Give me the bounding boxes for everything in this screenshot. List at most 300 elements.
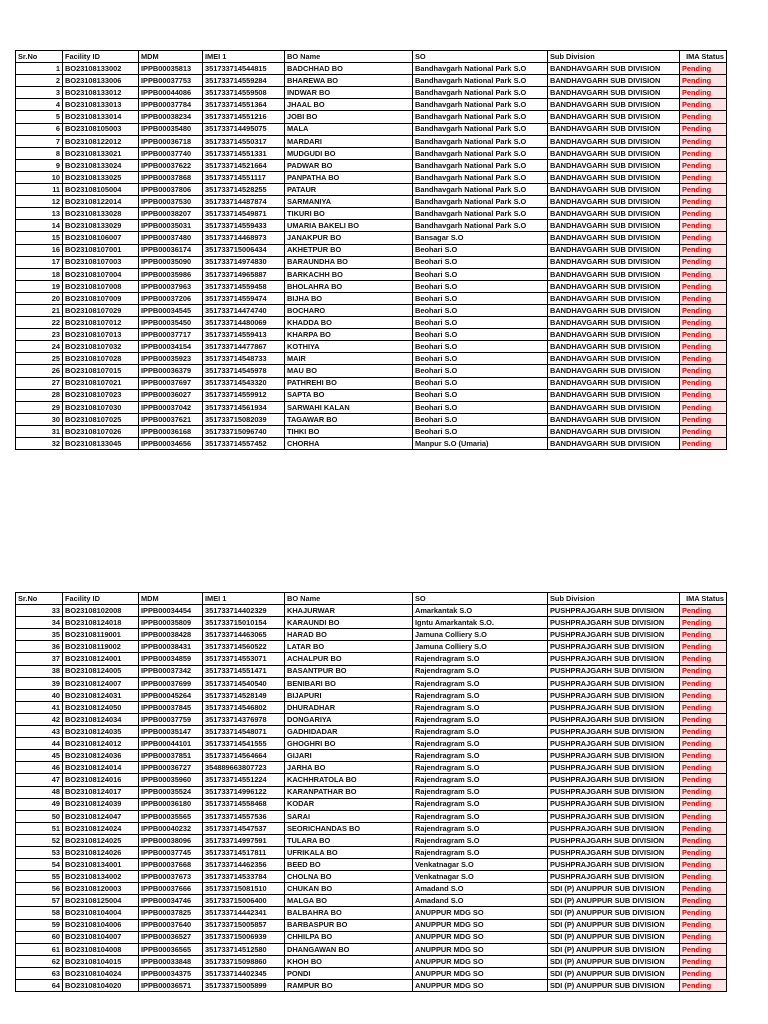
ima-status-cell: Pending [680, 943, 727, 955]
so-cell: Beohari S.O [413, 317, 548, 329]
sr-no-cell: 4 [16, 99, 63, 111]
ima-status-cell: Pending [680, 111, 727, 123]
so-cell: Rajendragram S.O [413, 810, 548, 822]
facility-id-cell: BO23108133024 [63, 159, 139, 171]
facility-id-cell: BO23108119002 [63, 641, 139, 653]
mdm-cell: IPPB00037622 [139, 159, 203, 171]
sr-no-cell: 62 [16, 955, 63, 967]
mdm-cell: IPPB00034859 [139, 653, 203, 665]
sr-no-cell: 54 [16, 859, 63, 871]
bo-name-cell: UMARIA BAKELI BO [285, 220, 413, 232]
table-row [16, 196, 727, 208]
mdm-cell: IPPB00037806 [139, 184, 203, 196]
table-row [16, 377, 727, 389]
table-row [16, 329, 727, 341]
imei-cell: 351733714474740 [203, 304, 285, 316]
sub-division-cell: SDI (P) ANUPPUR SUB DIVISION [548, 943, 680, 955]
table-row [16, 738, 727, 750]
bo-name-cell: PANPATHA BO [285, 171, 413, 183]
so-cell: Beohari S.O [413, 292, 548, 304]
mdm-cell: IPPB00037640 [139, 919, 203, 931]
sr-no-cell: 40 [16, 689, 63, 701]
table-row [16, 834, 727, 846]
table-row [16, 617, 727, 629]
table-row [16, 677, 727, 689]
facility-id-cell: BO23108107003 [63, 256, 139, 268]
so-cell: Rajendragram S.O [413, 726, 548, 738]
facility-id-cell: BO23108133012 [63, 87, 139, 99]
bo-name-cell: MUDGUDI BO [285, 147, 413, 159]
table-row [16, 955, 727, 967]
bo-name-cell: BARKACHH BO [285, 268, 413, 280]
sub-division-cell: BANDHAVGARH SUB DIVISION [548, 196, 680, 208]
facility-id-cell: BO23108124001 [63, 653, 139, 665]
mdm-cell: IPPB00044101 [139, 738, 203, 750]
bo-name-cell: SARMANIYA [285, 196, 413, 208]
facility-id-cell: BO23108105003 [63, 123, 139, 135]
facility-id-cell: BO23108124039 [63, 798, 139, 810]
mdm-cell: IPPB00035524 [139, 786, 203, 798]
mdm-cell: IPPB00035960 [139, 774, 203, 786]
ima-status-cell: Pending [680, 304, 727, 316]
facility-id-cell: BO23108107030 [63, 401, 139, 413]
imei-cell: 351733714528149 [203, 689, 285, 701]
ima-status-cell: Pending [680, 389, 727, 401]
facility-id-cell: BO23108133028 [63, 208, 139, 220]
mdm-cell: IPPB00037342 [139, 665, 203, 677]
sub-division-cell: BANDHAVGARH SUB DIVISION [548, 147, 680, 159]
table-row [16, 389, 727, 401]
bo-name-cell: SAPTA BO [285, 389, 413, 401]
so-cell: Rajendragram S.O [413, 665, 548, 677]
bo-name-cell: TIHKI BO [285, 425, 413, 437]
so-cell: Rajendragram S.O [413, 822, 548, 834]
table-row [16, 75, 727, 87]
table-row [16, 931, 727, 943]
sub-division-cell: BANDHAVGARH SUB DIVISION [548, 365, 680, 377]
sub-division-cell: PUSHPRAJGARH SUB DIVISION [548, 859, 680, 871]
facility-id-cell: BO23108124026 [63, 846, 139, 858]
imei-cell: 351733715096740 [203, 425, 285, 437]
facility-id-cell: BO23108104020 [63, 980, 139, 992]
bo-name-cell: JARHA BO [285, 762, 413, 774]
so-cell: Bandhavgarh National Park S.O [413, 87, 548, 99]
mdm-cell: IPPB00035031 [139, 220, 203, 232]
facility-id-cell: BO23108124017 [63, 786, 139, 798]
so-cell: Beohari S.O [413, 413, 548, 425]
table-row [16, 798, 727, 810]
sub-division-cell: PUSHPRAJGARH SUB DIVISION [548, 750, 680, 762]
imei-header: IMEI 1 [203, 51, 285, 63]
facility-id-cell: BO23108133014 [63, 111, 139, 123]
ima-status-cell: Pending [680, 713, 727, 725]
imei-cell: 351733714551224 [203, 774, 285, 786]
sr-no-cell: 16 [16, 244, 63, 256]
imei-cell: 351733714561934 [203, 401, 285, 413]
so-cell: Manpur S.O (Umaria) [413, 438, 548, 450]
imei-cell: 351733714559458 [203, 280, 285, 292]
facility-id-cell: BO23108133021 [63, 147, 139, 159]
bo-name-cell: CHUKAN BO [285, 883, 413, 895]
facility-id-cell: BO23108104008 [63, 943, 139, 955]
ima-status-cell: Pending [680, 280, 727, 292]
ima-status-cell: Pending [680, 99, 727, 111]
table-row [16, 967, 727, 979]
sub-division-cell: PUSHPRAJGARH SUB DIVISION [548, 738, 680, 750]
mdm-cell: IPPB00037745 [139, 846, 203, 858]
sr-no-cell: 38 [16, 665, 63, 677]
sub-division-cell: PUSHPRAJGARH SUB DIVISION [548, 798, 680, 810]
sub-division-cell: BANDHAVGARH SUB DIVISION [548, 401, 680, 413]
sub-division-cell: BANDHAVGARH SUB DIVISION [548, 304, 680, 316]
mdm-cell: IPPB00037851 [139, 750, 203, 762]
mdm-cell: IPPB00037621 [139, 413, 203, 425]
imei-cell: 351733714528255 [203, 184, 285, 196]
sub-division-cell: BANDHAVGARH SUB DIVISION [548, 389, 680, 401]
so-cell: Bandhavgarh National Park S.O [413, 184, 548, 196]
ima-status-cell: Pending [680, 232, 727, 244]
facility-id-cell: BO23108104007 [63, 931, 139, 943]
sr-no-cell: 37 [16, 653, 63, 665]
sub-division-cell: BANDHAVGARH SUB DIVISION [548, 377, 680, 389]
ima-status-cell: Pending [680, 413, 727, 425]
mdm-cell: IPPB00045264 [139, 689, 203, 701]
table-row [16, 919, 727, 931]
sr-no-cell: 30 [16, 413, 63, 425]
sr-no-cell: 22 [16, 317, 63, 329]
sub-division-header: Sub Division [548, 51, 680, 63]
sub-division-cell: BANDHAVGARH SUB DIVISION [548, 256, 680, 268]
sub-division-cell: SDI (P) ANUPPUR SUB DIVISION [548, 895, 680, 907]
table-row [16, 701, 727, 713]
table-row [16, 883, 727, 895]
facility-id-cell: BO23108133006 [63, 75, 139, 87]
sub-division-cell: BANDHAVGARH SUB DIVISION [548, 123, 680, 135]
bo-name-cell: PONDI [285, 967, 413, 979]
so-cell: Bandhavgarh National Park S.O [413, 75, 548, 87]
so-cell: Jamuna Colliery S.O [413, 641, 548, 653]
so-cell: ANUPPUR MDG SO [413, 919, 548, 931]
ima-status-cell: Pending [680, 980, 727, 992]
mdm-cell: IPPB00036571 [139, 980, 203, 992]
facility-id-cell: BO23108122014 [63, 196, 139, 208]
ima-status-cell: Pending [680, 846, 727, 858]
table-row [16, 907, 727, 919]
facility-id-cell: BO23108122012 [63, 135, 139, 147]
ima-status-cell: Pending [680, 859, 727, 871]
facility-id-cell: BO23108134002 [63, 871, 139, 883]
facility-id-cell: BO23108107025 [63, 413, 139, 425]
bo-name-cell: KARANPATHAR BO [285, 786, 413, 798]
ima-status-cell: Pending [680, 329, 727, 341]
facility-id-cell: BO23108102008 [63, 605, 139, 617]
ima-status-cell: Pending [680, 955, 727, 967]
sr-no-cell: 10 [16, 171, 63, 183]
imei-cell: 351733714559284 [203, 75, 285, 87]
so-header: SO [413, 51, 548, 63]
sr-no-cell: 9 [16, 159, 63, 171]
table-row [16, 774, 727, 786]
mdm-cell: IPPB00035809 [139, 617, 203, 629]
sub-division-cell: BANDHAVGARH SUB DIVISION [548, 99, 680, 111]
so-cell: Rajendragram S.O [413, 677, 548, 689]
sr-no-cell: 36 [16, 641, 63, 653]
bo-name-cell: SARWAHI KALAN [285, 401, 413, 413]
facility-id-cell: BO23108107013 [63, 329, 139, 341]
so-cell: Beohari S.O [413, 401, 548, 413]
sub-division-cell: PUSHPRAJGARH SUB DIVISION [548, 810, 680, 822]
facility-id-cell: BO23108124034 [63, 713, 139, 725]
imei-cell: 351733714487874 [203, 196, 285, 208]
bo-name-cell: BIJAPURI [285, 689, 413, 701]
table-row [16, 605, 727, 617]
table-row [16, 171, 727, 183]
sub-division-cell: PUSHPRAJGARH SUB DIVISION [548, 641, 680, 653]
bo-name-cell: KARAUNDI BO [285, 617, 413, 629]
table-row [16, 208, 727, 220]
imei-cell: 351733715082039 [203, 413, 285, 425]
facility-id-cell: BO23108107029 [63, 304, 139, 316]
sr-no-cell: 2 [16, 75, 63, 87]
sub-division-cell: BANDHAVGARH SUB DIVISION [548, 280, 680, 292]
sub-division-cell: SDI (P) ANUPPUR SUB DIVISION [548, 883, 680, 895]
table-row [16, 99, 727, 111]
table-row [16, 268, 727, 280]
table-row [16, 846, 727, 858]
mdm-cell: IPPB00035090 [139, 256, 203, 268]
facility-id-cell: BO23108133013 [63, 99, 139, 111]
sub-division-cell: BANDHAVGARH SUB DIVISION [548, 438, 680, 450]
mdm-cell: IPPB00037673 [139, 871, 203, 883]
sr-no-cell: 52 [16, 834, 63, 846]
ima-status-cell: Pending [680, 726, 727, 738]
so-cell: Rajendragram S.O [413, 738, 548, 750]
sub-division-cell: PUSHPRAJGARH SUB DIVISION [548, 834, 680, 846]
sr-no-cell: 53 [16, 846, 63, 858]
ima-status-cell: Pending [680, 75, 727, 87]
table-row [16, 895, 727, 907]
imei-cell: 351733714512580 [203, 943, 285, 955]
mdm-cell: IPPB00034656 [139, 438, 203, 450]
bo-name-cell: TULARA BO [285, 834, 413, 846]
sr-no-cell: 50 [16, 810, 63, 822]
ima-status-cell: Pending [680, 123, 727, 135]
so-cell: Bandhavgarh National Park S.O [413, 159, 548, 171]
imei-cell: 351733714521664 [203, 159, 285, 171]
so-cell: Venkatnagar S.O [413, 871, 548, 883]
imei-cell: 351733714557452 [203, 438, 285, 450]
facility-id-cell: BO23108124018 [63, 617, 139, 629]
imei-cell: 351733715006434 [203, 244, 285, 256]
so-cell: Beohari S.O [413, 256, 548, 268]
imei-cell: 351733714545978 [203, 365, 285, 377]
sub-division-cell: BANDHAVGARH SUB DIVISION [548, 425, 680, 437]
bo-name-cell: SEORICHANDAS BO [285, 822, 413, 834]
so-cell: Bandhavgarh National Park S.O [413, 147, 548, 159]
sub-division-cell: PUSHPRAJGARH SUB DIVISION [548, 713, 680, 725]
sr-no-cell: 63 [16, 967, 63, 979]
table-row [16, 256, 727, 268]
sub-division-cell: BANDHAVGARH SUB DIVISION [548, 353, 680, 365]
so-cell: Beohari S.O [413, 425, 548, 437]
sr-no-cell: 44 [16, 738, 63, 750]
sr-no-cell: 51 [16, 822, 63, 834]
mdm-cell: IPPB00035923 [139, 353, 203, 365]
header-row [16, 51, 727, 63]
sr-no-cell: 64 [16, 980, 63, 992]
ima-status-cell: Pending [680, 196, 727, 208]
facility-id-cell: BO23108104015 [63, 955, 139, 967]
imei-cell: 351733714546802 [203, 701, 285, 713]
bo-name-cell: KHOH BO [285, 955, 413, 967]
bo-name-cell: LATAR BO [285, 641, 413, 653]
facility-id-cell: BO23108133029 [63, 220, 139, 232]
ima-status-cell: Pending [680, 762, 727, 774]
sr-no-cell: 8 [16, 147, 63, 159]
ima-status-cell: Pending [680, 883, 727, 895]
ima-status-cell: Pending [680, 629, 727, 641]
ima-status-cell: Pending [680, 677, 727, 689]
bo-name-cell: BADCHHAD BO [285, 63, 413, 75]
so-cell: Bandhavgarh National Park S.O [413, 135, 548, 147]
imei-cell: 351733714495075 [203, 123, 285, 135]
imei-cell: 351733714477867 [203, 341, 285, 353]
so-cell: Bandhavgarh National Park S.O [413, 171, 548, 183]
ima-status-cell: Pending [680, 774, 727, 786]
mdm-cell: IPPB00037206 [139, 292, 203, 304]
mdm-cell: IPPB00035986 [139, 268, 203, 280]
imei-cell: 351733714402329 [203, 605, 285, 617]
facility-id-cell: BO23108107028 [63, 353, 139, 365]
so-cell: Beohari S.O [413, 353, 548, 365]
ima-status-cell: Pending [680, 135, 727, 147]
mdm-cell: IPPB00036168 [139, 425, 203, 437]
imei-cell: 351733714551331 [203, 147, 285, 159]
sr-no-cell: 21 [16, 304, 63, 316]
sr-no-cell: 57 [16, 895, 63, 907]
bo-name-cell: MAIR [285, 353, 413, 365]
bo-name-cell: JHAAL BO [285, 99, 413, 111]
bo-name-cell: BIJHA BO [285, 292, 413, 304]
sr-no-cell: 12 [16, 196, 63, 208]
mdm-cell: IPPB00034375 [139, 967, 203, 979]
sub-division-cell: BANDHAVGARH SUB DIVISION [548, 111, 680, 123]
mdm-cell: IPPB00037717 [139, 329, 203, 341]
sr-no-cell: 55 [16, 871, 63, 883]
bo-name-cell: MALGA BO [285, 895, 413, 907]
so-cell: Beohari S.O [413, 280, 548, 292]
imei-cell: 351733714996122 [203, 786, 285, 798]
imei-cell: 351733714551471 [203, 665, 285, 677]
imei-cell: 351733714442341 [203, 907, 285, 919]
mdm-cell: IPPB00037666 [139, 883, 203, 895]
ima-status-cell: Pending [680, 365, 727, 377]
sr-no-cell: 27 [16, 377, 63, 389]
mdm-cell: IPPB00036174 [139, 244, 203, 256]
mdm-cell: IPPB00037845 [139, 701, 203, 713]
facility-id-cell: BO23108120003 [63, 883, 139, 895]
imei-cell: 351733714559508 [203, 87, 285, 99]
imei-cell: 351733714540540 [203, 677, 285, 689]
imei-cell: 351733714463065 [203, 629, 285, 641]
ima-status-cell: Pending [680, 220, 727, 232]
ima-status-cell: Pending [680, 341, 727, 353]
bo-name-cell: PATAUR [285, 184, 413, 196]
so-cell: Amadand S.O [413, 883, 548, 895]
sub-division-cell: BANDHAVGARH SUB DIVISION [548, 413, 680, 425]
sub-division-cell: BANDHAVGARH SUB DIVISION [548, 220, 680, 232]
so-cell: Rajendragram S.O [413, 750, 548, 762]
so-cell: Rajendragram S.O [413, 846, 548, 858]
bo-name-cell: ACHALPUR BO [285, 653, 413, 665]
mdm-cell: IPPB00037697 [139, 377, 203, 389]
table-row [16, 184, 727, 196]
mdm-cell: IPPB00036527 [139, 931, 203, 943]
so-cell: Bandhavgarh National Park S.O [413, 208, 548, 220]
so-header: SO [413, 593, 548, 605]
ima-status-cell: Pending [680, 810, 727, 822]
bo-name-cell: JOBI BO [285, 111, 413, 123]
so-cell: Rajendragram S.O [413, 762, 548, 774]
sub-division-cell: BANDHAVGARH SUB DIVISION [548, 75, 680, 87]
sr-no-cell: 19 [16, 280, 63, 292]
sr-no-cell: 29 [16, 401, 63, 413]
so-cell: Rajendragram S.O [413, 786, 548, 798]
imei-cell: 354889663807723 [203, 762, 285, 774]
bo-name-cell: CHORHA [285, 438, 413, 450]
table-row [16, 111, 727, 123]
sub-division-header: Sub Division [548, 593, 680, 605]
imei-cell: 351733714548071 [203, 726, 285, 738]
facility-id-cell: BO23108107032 [63, 341, 139, 353]
facility-id-cell: BO23108124007 [63, 677, 139, 689]
imei-cell: 351733714480069 [203, 317, 285, 329]
bo-name-cell: CHHILPA BO [285, 931, 413, 943]
mdm-cell: IPPB00037042 [139, 401, 203, 413]
table-row [16, 629, 727, 641]
ima-status-cell: Pending [680, 895, 727, 907]
sr-no-cell: 41 [16, 701, 63, 713]
facility-id-cell: BO23108124025 [63, 834, 139, 846]
sr-no-cell: 6 [16, 123, 63, 135]
mdm-cell: IPPB00037530 [139, 196, 203, 208]
ima-status-cell: Pending [680, 87, 727, 99]
imei-header: IMEI 1 [203, 593, 285, 605]
so-cell: Beohari S.O [413, 329, 548, 341]
imei-cell: 351733714376978 [203, 713, 285, 725]
sr-no-cell: 49 [16, 798, 63, 810]
bo-name-cell: PADWAR BO [285, 159, 413, 171]
imei-cell: 351733714549871 [203, 208, 285, 220]
sr-no-cell: 60 [16, 931, 63, 943]
so-cell: Beohari S.O [413, 304, 548, 316]
ima-status-cell: Pending [680, 641, 727, 653]
facility-table-1 [15, 50, 727, 450]
so-cell: Rajendragram S.O [413, 713, 548, 725]
header-row [16, 593, 727, 605]
ima-status-cell: Pending [680, 822, 727, 834]
imei-cell: 351733714544815 [203, 63, 285, 75]
so-cell: Bansagar S.O [413, 232, 548, 244]
ima-status-cell: Pending [680, 701, 727, 713]
facility-table-2 [15, 592, 727, 992]
mdm-cell: IPPB00037668 [139, 859, 203, 871]
ima-status-cell: Pending [680, 244, 727, 256]
sub-division-cell: PUSHPRAJGARH SUB DIVISION [548, 665, 680, 677]
table-row [16, 304, 727, 316]
bo-name-header: BO Name [285, 51, 413, 63]
table-row [16, 365, 727, 377]
